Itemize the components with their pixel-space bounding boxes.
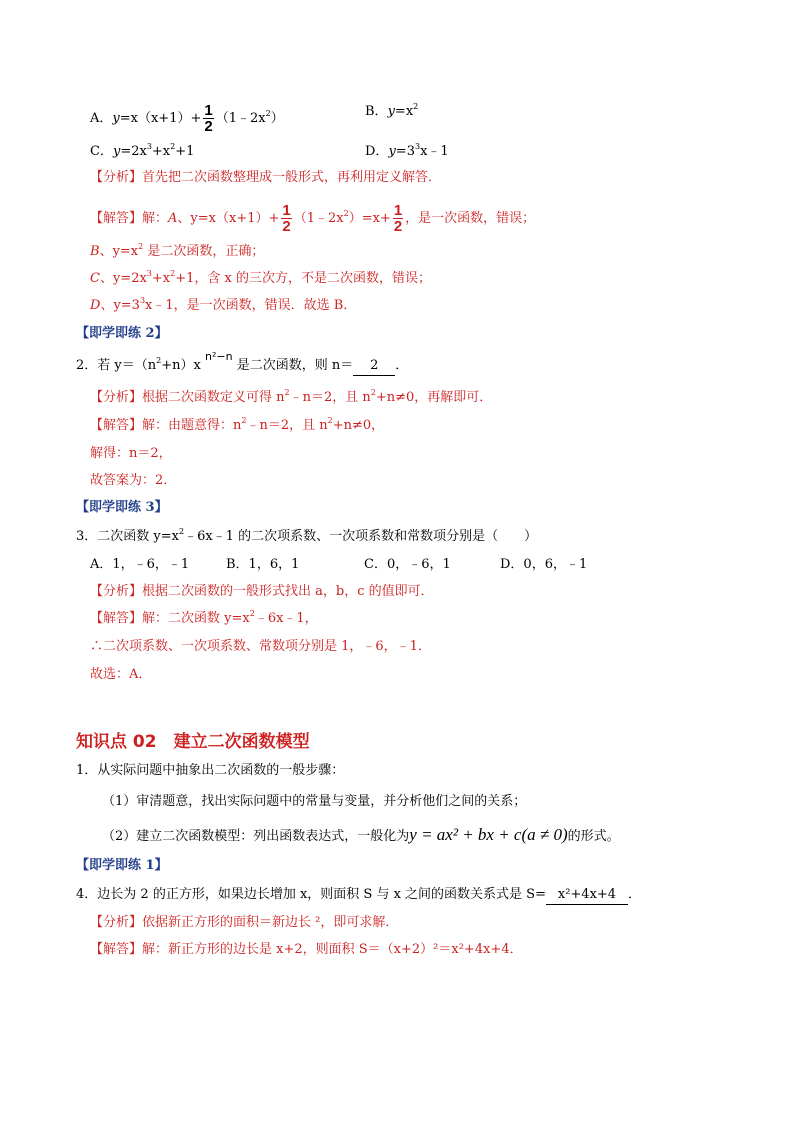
q3-analysis: 【分析】根据二次函数的一般形式找出 a，b，c 的值即可． xyxy=(90,584,434,599)
q2-analysis: 【分析】根据二次函数定义可得 $n^2﹣n=2$，且 $n^2+n\ne 0$，再解即可． xyxy=(90,388,493,405)
q3-option-a: A．1，﹣6，﹣1 xyxy=(90,557,190,572)
q2-answer: 故答案为：2． xyxy=(90,473,177,488)
q4-solution: 【解答】解：新正方形的边长是 x+2，则面积 S＝（x+2）²＝x²+4x+4． xyxy=(90,942,523,957)
question-3: 3．二次函数 $y=x^2﹣6x﹣1$ 的二次项系数、一次项系数和常数项分别是（ ） xyxy=(76,527,538,544)
option-a: A．y=x（x+1）+ $\frac{1}{2}$ $(1﹣2x^2)$ xyxy=(90,102,284,135)
fraction-one-half: $\frac{1}{2}$ xyxy=(204,102,213,135)
question-4: 4．边长为 2 的正方形，如果边长增加 x，则面积 S 与 x 之间的函数关系式是 S= x²+4x+4 ． xyxy=(76,886,641,905)
q2-solve: 解得：n＝2， xyxy=(90,446,172,461)
q3-solution: 【解答】解：二次函数 $y=x^2﹣6x﹣1$， xyxy=(90,609,318,626)
q1-solution-a: 【解答】解：A、y=x（x+1）+ $\frac{1}{2}$ $(1﹣2x^2)=x+$ $\frac{1}{2}$ ，是一次函数，错误； xyxy=(90,202,536,235)
q1-solution-b: B、$y=x^2$ 是二次函数，正确； xyxy=(90,242,265,259)
section-title: 知识点 02 建立二次函数模型 xyxy=(76,732,310,752)
q3-conclusion: ∴二次项系数、一次项系数、常数项分别是 1，﹣6，﹣1． xyxy=(90,639,431,654)
question-2: 2．若 $y=(n^2+n)x$ $^{n^2-n}$ 是二次函数，则 n＝ 2 ． xyxy=(76,357,408,376)
section-step-3: （2）建立二次函数模型：列出函数表达式，一般化为y = ax² + bx + c(a ≠ 0)的形式。 xyxy=(102,825,620,844)
section-step-1: 1．从实际问题中抽象出二次函数的一般步骤： xyxy=(76,763,345,778)
q4-analysis: 【分析】依据新正方形的面积＝新边长 ²，即可求解． xyxy=(90,915,399,930)
q3-option-c: C．0，﹣6，1 xyxy=(364,557,451,572)
practice-2-header: 【即学即练 2】 xyxy=(76,326,168,341)
q1-solution-c: C、$y=2x^3+x^2+1$，含 x 的三次方，不是二次函数，错误； xyxy=(90,269,431,286)
practice-1-header: 【即学即练 1】 xyxy=(76,858,168,873)
q1-solution-d: D、$y=3^3x﹣1$，是一次函数，错误．故选 B． xyxy=(90,296,357,313)
fraction-one-half: $\frac{1}{2}$ xyxy=(282,202,291,235)
section-step-2: （1）审清题意，找出实际问题中的常量与变量，并分析他们之间的关系； xyxy=(102,794,527,809)
answer-blank: 2 xyxy=(353,357,395,376)
q3-option-d: D．0，6，﹣1 xyxy=(500,557,588,572)
q3-choice: 故选：A． xyxy=(90,667,152,682)
q3-option-b: B．1，6，1 xyxy=(226,557,300,572)
option-b: B．$y=x^2$ xyxy=(365,102,419,119)
option-d: D．$y=3^3x﹣1$ xyxy=(365,142,449,159)
fraction-one-half: $\frac{1}{2}$ xyxy=(393,202,403,235)
option-c: C．$y=2x^3+x^2+1$ xyxy=(90,142,195,159)
practice-3-header: 【即学即练 3】 xyxy=(76,500,168,515)
answer-blank: x²+4x+4 xyxy=(546,886,628,905)
q1-analysis: 【分析】首先把二次函数整理成一般形式，再利用定义解答． xyxy=(90,170,442,185)
q2-solution: 【解答】解：由题意得：$n^2﹣n=2$，且 $n^2+n\ne 0$， xyxy=(90,416,385,433)
